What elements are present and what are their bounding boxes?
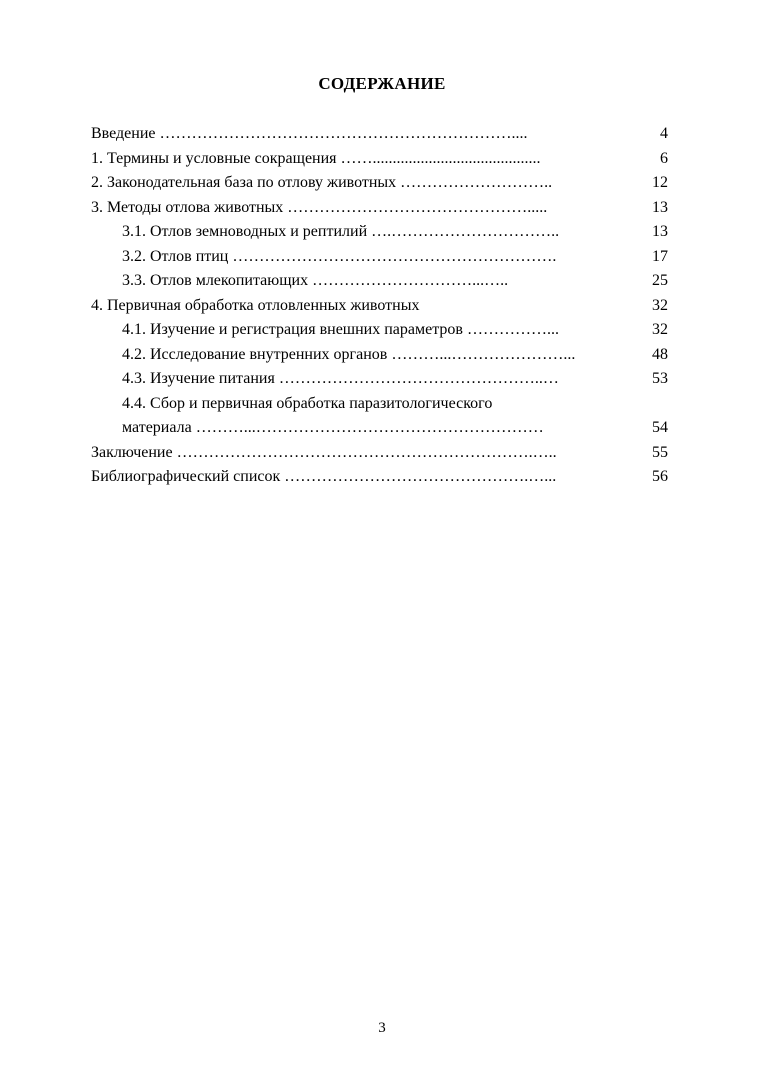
toc-subentry-parasitology	[91, 392, 668, 441]
toc-entry-methods	[91, 196, 668, 221]
toc-entry-legislation	[91, 171, 668, 196]
toc-entry-text: 4.1. Изучение и регистрация внешних параметров ……………...	[122, 321, 559, 338]
toc-entry-page: 12	[652, 174, 668, 191]
toc-entry-processing	[91, 294, 668, 319]
toc-title: СОДЕРЖАНИЕ	[318, 74, 446, 93]
page-number: 3	[378, 1020, 386, 1036]
toc-entry-page: 56	[652, 468, 668, 485]
toc-entry-page: 13	[652, 223, 668, 240]
toc-entry-text: 1. Термины и условные сокращения ……..........................................	[91, 149, 541, 167]
toc-entry-text: 3. Методы отлова животных ……………………………………….....	[91, 198, 548, 216]
toc-entry-introduction	[91, 122, 668, 147]
toc-entry-page: 17	[652, 247, 668, 265]
toc-entry-text: 4.2. Исследование внутренних органов ………...…………………...	[122, 345, 576, 363]
toc-entry-text: Библиографический список ……………………………………….…...	[91, 468, 557, 485]
toc-entry-page: 6	[660, 149, 668, 167]
toc-entry-text: 2. Законодательная база по отлову животных ………………………..	[91, 174, 553, 191]
toc-entry-bibliography	[91, 465, 668, 490]
toc-subentry-external-parameters	[91, 318, 668, 343]
toc-entry-text-line2: материала ………...………………………………………………	[122, 419, 544, 436]
toc-entry-page: 55	[652, 443, 668, 461]
toc-entry-page: 48	[652, 345, 668, 363]
toc-subentry-amphibians	[91, 220, 668, 245]
toc-entry-text: 3.3. Отлов млекопитающих …………………………...…..	[122, 272, 509, 289]
toc-entry-page: 53	[652, 370, 668, 387]
toc-entry-text: 4. Первичная обработка отловленных животных	[91, 296, 420, 314]
table-of-contents	[91, 122, 668, 490]
toc-entry-text: 3.1. Отлов земноводных и рептилий ….…………………………..	[122, 223, 560, 240]
toc-entry-text: 4.3. Изучение питания …………………………………………..…	[122, 370, 559, 387]
toc-subentry-internal-organs	[91, 343, 668, 368]
toc-entry-text: 3.2. Отлов птиц …………………………………………………….	[122, 247, 557, 265]
toc-subentry-diet	[91, 367, 668, 392]
toc-entry-page: 54	[652, 419, 668, 436]
toc-entry-conclusion	[91, 441, 668, 466]
toc-entry-terms	[91, 147, 668, 172]
toc-entry-text: Введение …………………………………………………………....	[91, 125, 528, 142]
toc-subentry-birds	[91, 245, 668, 270]
toc-entry-page: 4	[660, 125, 668, 142]
toc-entry-page: 32	[652, 321, 668, 338]
toc-entry-text-line1: 4.4. Сбор и первичная обработка паразитологического	[122, 394, 493, 412]
toc-entry-text: Заключение ………………………………………………………….…..	[91, 443, 557, 461]
toc-entry-page: 32	[652, 296, 668, 314]
toc-entry-page: 13	[652, 198, 668, 216]
toc-entry-page: 25	[652, 272, 668, 289]
toc-subentry-mammals	[91, 269, 668, 294]
